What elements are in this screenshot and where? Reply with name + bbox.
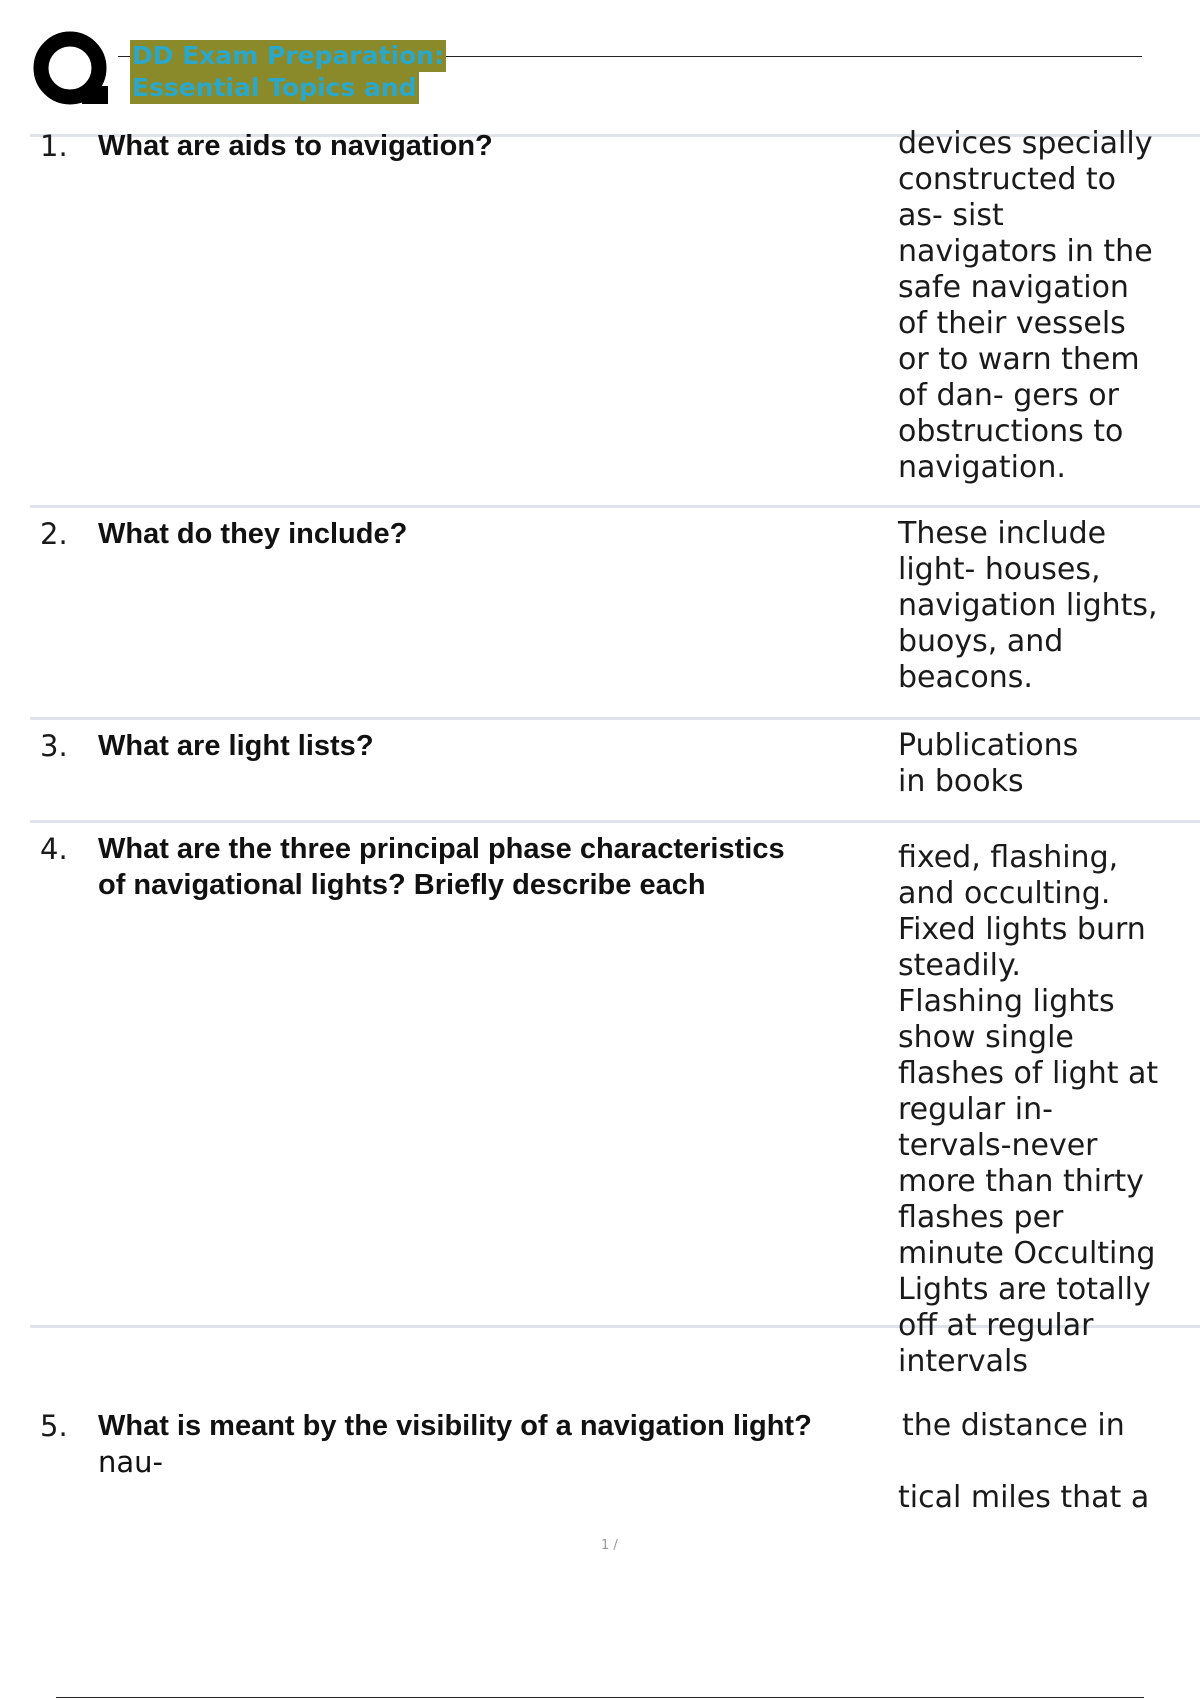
item-number: 1. — [40, 129, 68, 163]
answer-line: Fixed lights burn — [898, 912, 1146, 947]
answer-line — [902, 1444, 1200, 1480]
question-line: What do they include? — [98, 518, 408, 550]
item-answer — [898, 126, 1198, 486]
item-answer — [898, 1408, 1200, 1516]
answer-line: of dan- gers or — [898, 378, 1119, 413]
answer-line: off at regular — [898, 1308, 1094, 1343]
answer-line: tervals-never — [898, 1128, 1098, 1163]
item-question — [98, 128, 493, 164]
item-number: 5. — [40, 1409, 68, 1443]
item-answer — [898, 516, 1198, 696]
page-number: 1 / — [601, 1538, 618, 1553]
item-number: 4. — [40, 832, 68, 866]
answer-line: tical miles that a — [898, 1480, 1150, 1515]
answer-line: minute Occulting — [898, 1236, 1156, 1271]
question-line: What is meant by the visibility of a navigation light? — [98, 1410, 812, 1442]
answer-line: light- houses, — [898, 552, 1101, 587]
answer-line: and occulting. — [898, 876, 1111, 911]
answer-line: or to warn them — [898, 342, 1140, 377]
answer-line: beacons. — [898, 660, 1033, 695]
item-number: 3. — [40, 729, 68, 763]
footer-rule — [56, 1697, 1144, 1698]
answer-line: as- sist — [898, 198, 1004, 233]
answer-line: navigation lights, — [898, 588, 1158, 623]
answer-line: obstructions to — [898, 414, 1124, 449]
item-number: 2. — [40, 517, 68, 551]
item-question — [98, 1408, 812, 1480]
answer-line: flashes per — [898, 1200, 1064, 1235]
answer-line: Flashing lights — [898, 984, 1115, 1019]
answer-line: the distance in — [902, 1408, 1125, 1443]
q-logo-icon — [32, 30, 114, 112]
answer-line: Lights are totally — [898, 1272, 1151, 1307]
title-line-1: DD Exam Preparation: — [132, 41, 445, 70]
answer-line: buoys, and — [898, 624, 1064, 659]
answer-line: regular in- — [898, 1092, 1053, 1127]
answer-line: of their vessels — [898, 306, 1126, 341]
item-answer — [898, 728, 1198, 800]
answer-line: show single — [898, 1020, 1074, 1055]
row-divider — [30, 505, 1200, 508]
answer-line: devices specially — [898, 126, 1153, 161]
answer-line: steadily. — [898, 948, 1021, 983]
answer-line: intervals — [898, 1344, 1029, 1379]
question-line: What are aids to navigation? — [98, 130, 493, 162]
row-divider — [30, 717, 1200, 720]
answer-line: flashes of light at — [898, 1056, 1159, 1091]
item-answer — [898, 840, 1198, 1380]
answer-line: Publications — [898, 728, 1079, 763]
question-line: nau- — [98, 1445, 163, 1479]
title-line-2: Essential Topics and — [132, 73, 417, 102]
item-question — [98, 516, 407, 552]
answer-line: more than thirty — [898, 1164, 1144, 1199]
document-title — [130, 40, 446, 104]
question-line: What are the three principal phase characteristics — [98, 833, 785, 865]
question-line: What are light lists? — [98, 730, 374, 762]
row-divider — [30, 820, 1200, 823]
answer-line: in books — [898, 764, 1024, 799]
question-line: of navigational lights? Briefly describe each — [98, 869, 706, 901]
answer-line: safe navigation — [898, 270, 1129, 305]
answer-line: fixed, flashing, — [898, 840, 1119, 875]
item-question — [98, 831, 785, 903]
answer-line: constructed to — [898, 162, 1117, 197]
answer-line: These include — [898, 516, 1107, 551]
item-question — [98, 728, 374, 764]
answer-line: navigators in the — [898, 234, 1153, 269]
answer-line: navigation. — [898, 450, 1066, 485]
